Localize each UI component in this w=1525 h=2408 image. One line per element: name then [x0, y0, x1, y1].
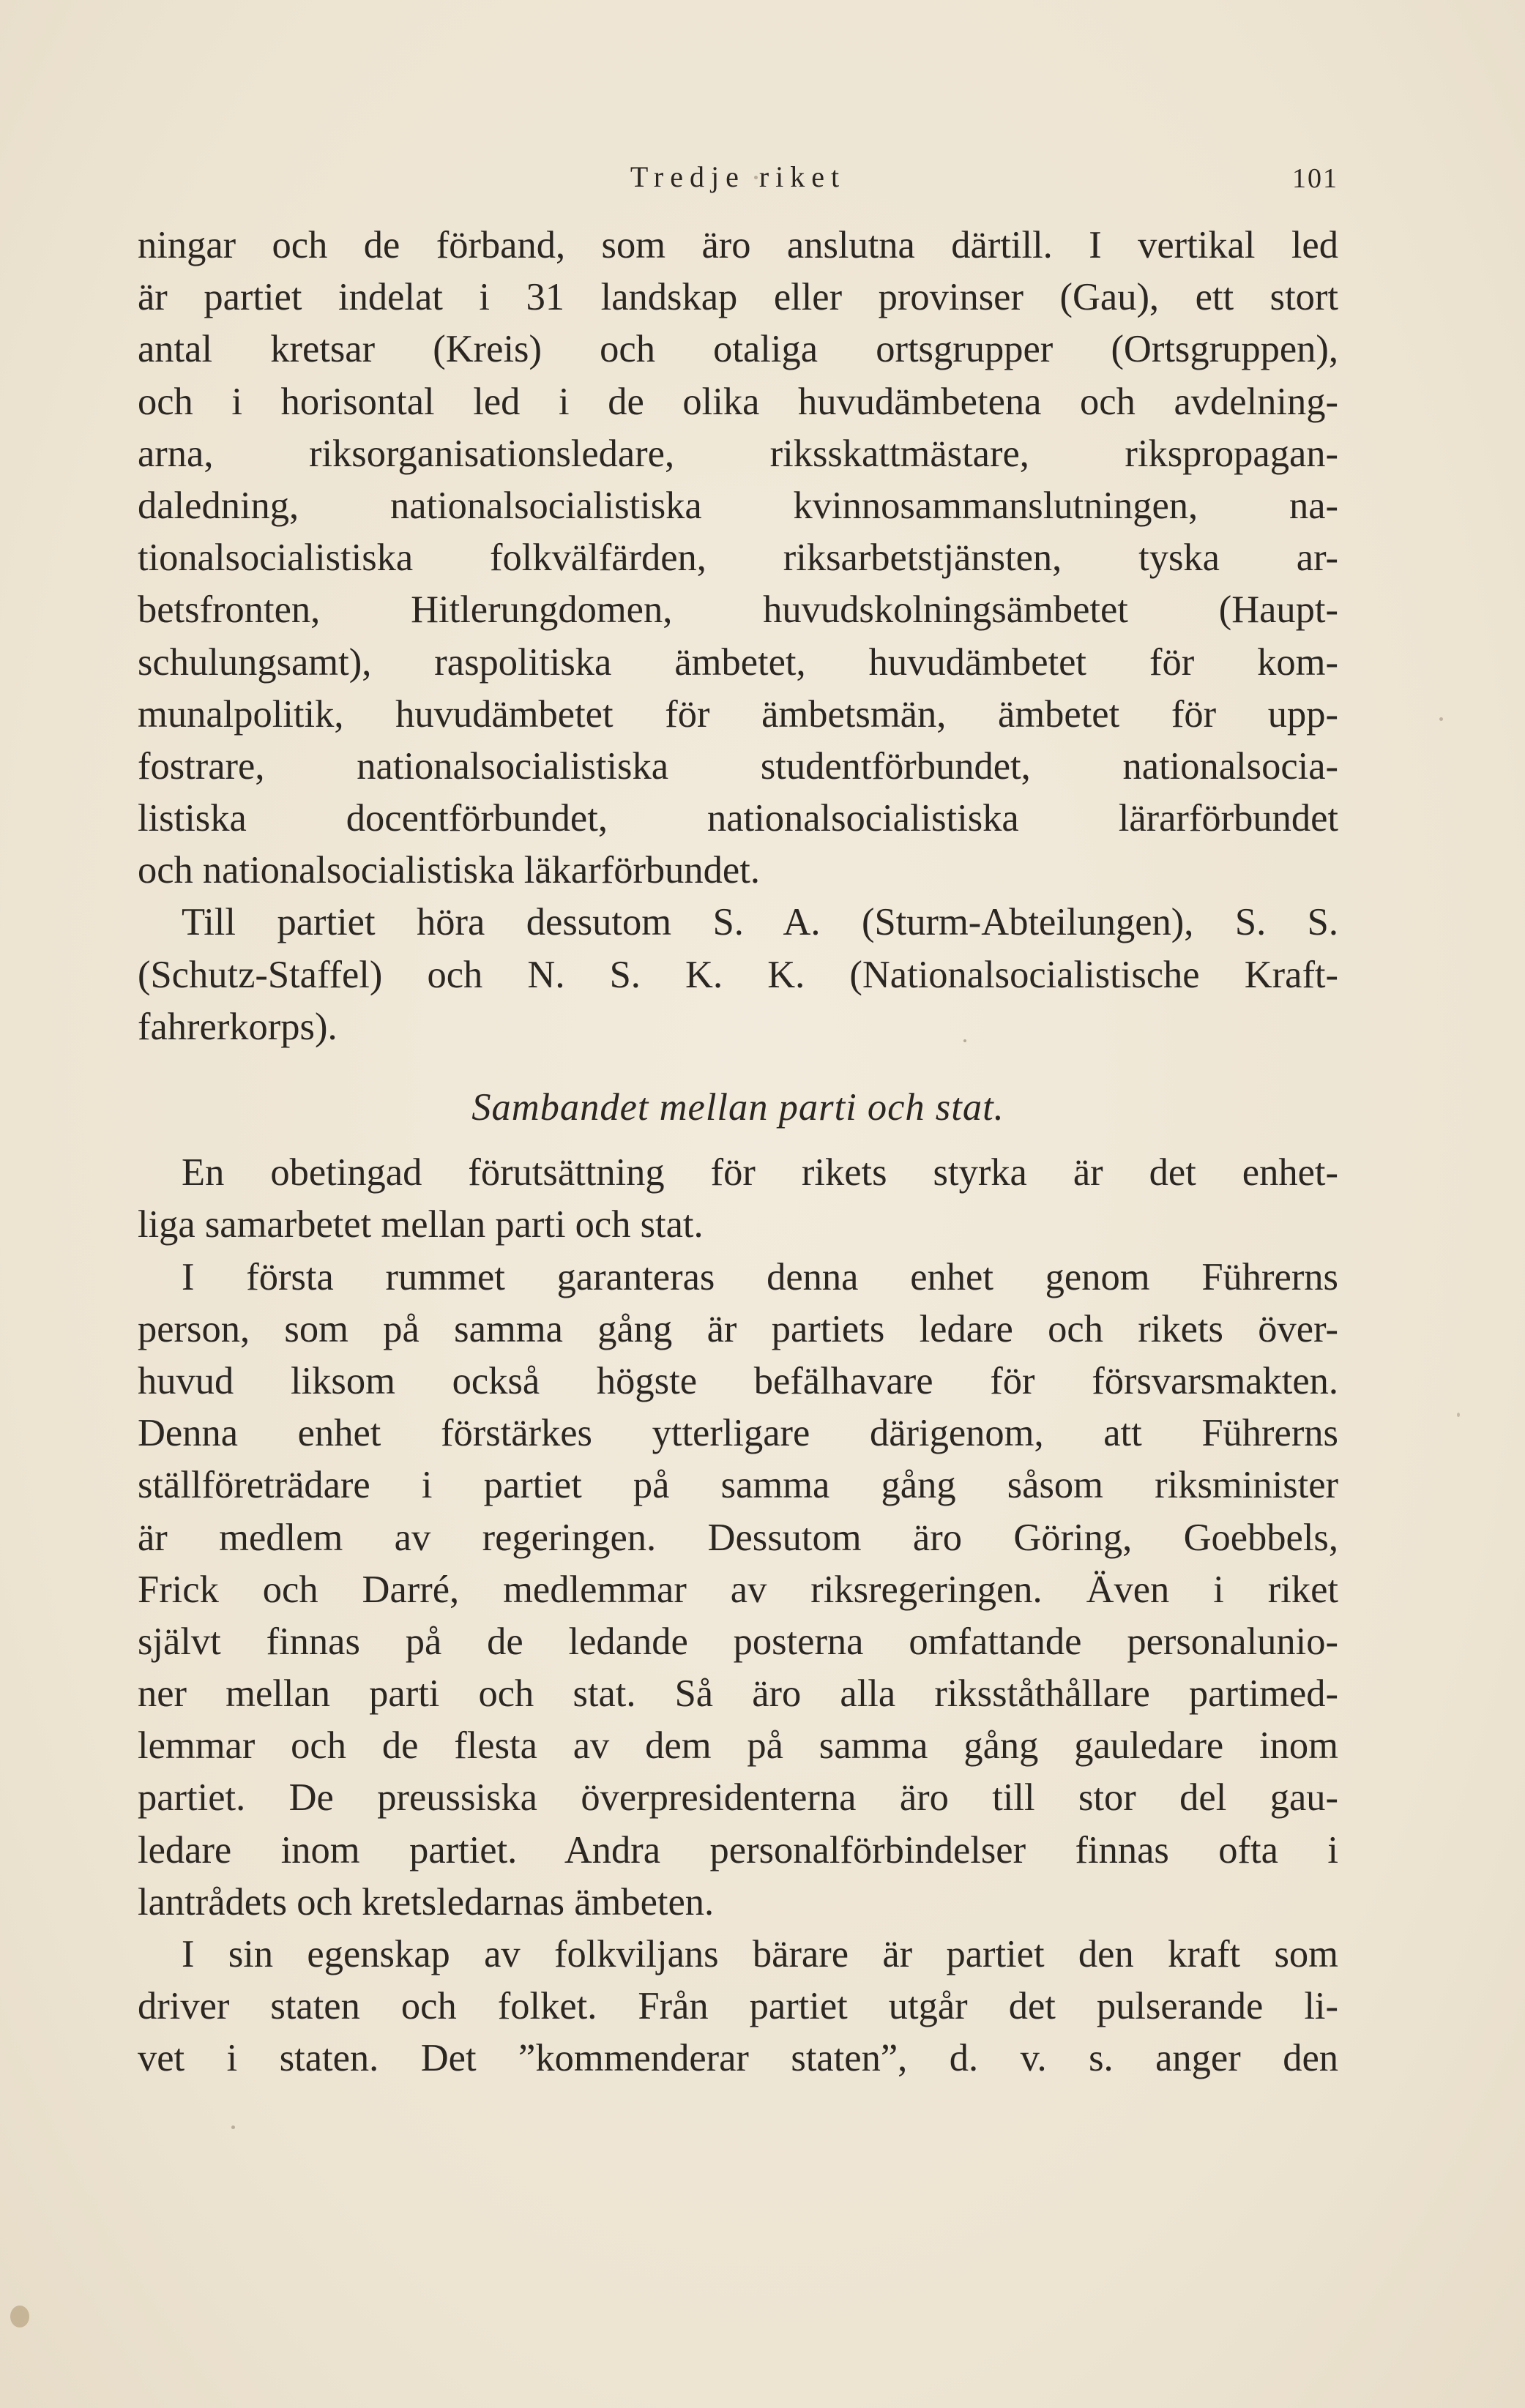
paragraph-5 [138, 1929, 1338, 2085]
text-line: arna, riksorganisationsledare, riksskattmästare, rikspropagan- [138, 432, 1338, 475]
text-line: En obetingad förutsättning för rikets styrka är det enhet- [182, 1151, 1338, 1194]
text-line: ner mellan parti och stat. Så äro alla riksståthållare partimed- [138, 1672, 1338, 1716]
text-line: partiet. De preussiska överpresidenterna äro till stor del gau- [138, 1776, 1338, 1820]
text-line: ningar och de förband, som äro anslutna därtill. I vertikal led [138, 224, 1338, 266]
text-line: Denna enhet förstärkes ytterligare därigenom, att Führerns [138, 1412, 1338, 1455]
text-line: och nationalsocialistiska läkarförbundet. [138, 849, 760, 892]
text-line: person, som på samma gång är partiets ledare och rikets över- [138, 1307, 1338, 1350]
text-line: Frick och Darré, medlemmar av riksregeringen. Även i riket [138, 1568, 1338, 1611]
text-line: I sin egenskap av folkviljans bärare är partiet den kraft som [182, 1933, 1338, 1975]
text-line: är partiet indelat i 31 landskap eller provinser (Gau), ett stort [138, 276, 1338, 319]
text-line: driver staten och folket. Från partiet utgår det pulserande li- [138, 1985, 1338, 2028]
text-line: I första rummet garanteras denna enhet genom Führerns [182, 1255, 1338, 1298]
body-text [138, 220, 1338, 2085]
text-line: munalpolitik, huvudämbetet för ämbetsmän, ämbetet för upp- [138, 692, 1338, 736]
text-line: lantrådets och kretsledarnas ämbeten. [138, 1880, 715, 1923]
text-line: Till partiet höra dessutom S. A. (Sturm-Abteilungen), S. S. [182, 901, 1338, 944]
text-line: fahrerkorps). [138, 1005, 338, 1048]
text-line: ledare inom partiet. Andra personalförbindelser finnas ofta i [138, 1828, 1338, 1872]
text-line: (Schutz-Staffel) och N. S. K. K. (Nationalsocialistische Kraft- [138, 953, 1338, 996]
text-line: vet i staten. Det ”kommenderar staten”, d. v. s. anger den [138, 2037, 1338, 2080]
text-line: huvud liksom också högste befälhavare för försvarsmakten. [138, 1359, 1338, 1402]
text-line: är medlem av regeringen. Dessutom äro Göring, Goebbels, [138, 1516, 1338, 1559]
paper-speck [963, 1039, 966, 1042]
text-line: daledning, nationalsocialistiska kvinnosammanslutningen, na- [138, 484, 1338, 527]
running-head [138, 155, 1338, 199]
text-line: listiska docentförbundet, nationalsocialistiska lärarförbundet [138, 797, 1338, 840]
paragraph-1 [138, 220, 1338, 897]
text-line: betsfronten, Hitlerungdomen, huvudskolningsämbetet (Haupt- [138, 588, 1338, 632]
text-line: självt finnas på de ledande posterna omfattande personalunio- [138, 1620, 1338, 1663]
paper-speck [231, 2125, 235, 2129]
text-line: antal kretsar (Kreis) och otaliga ortsgrupper (Ortsgruppen), [138, 328, 1338, 371]
paragraph-2 [138, 897, 1338, 1053]
page-number: 101 [1292, 163, 1338, 194]
paper-speck [1457, 1413, 1460, 1417]
text-line: och i horisontal led i de olika huvudämbetena och avdelning- [138, 380, 1338, 423]
text-line: tionalsocialistiska folkvälfärden, riksarbetstjänsten, tyska ar- [138, 536, 1338, 580]
paragraph-3 [138, 1147, 1338, 1251]
paper-speck [754, 176, 758, 179]
text-line: fostrare, nationalsocialistiska studentförbundet, nationalsocia- [138, 744, 1338, 788]
text-line: ställföreträdare i partiet på samma gång såsom riksminister [138, 1464, 1338, 1507]
text-line: lemmar och de flesta av dem på samma gång gauledare inom [138, 1724, 1338, 1768]
text-line: liga samarbetet mellan parti och stat. [138, 1203, 704, 1246]
paper-speck [1439, 717, 1443, 721]
section-heading: Sambandet mellan parti och stat. [471, 1086, 1004, 1129]
paragraph-4 [138, 1252, 1338, 1929]
running-title: Tredje riket [630, 160, 846, 193]
paper-speck [10, 2306, 29, 2327]
text-line: schulungsamt), raspolitiska ämbetet, huvudämbetet för kom- [138, 640, 1338, 684]
